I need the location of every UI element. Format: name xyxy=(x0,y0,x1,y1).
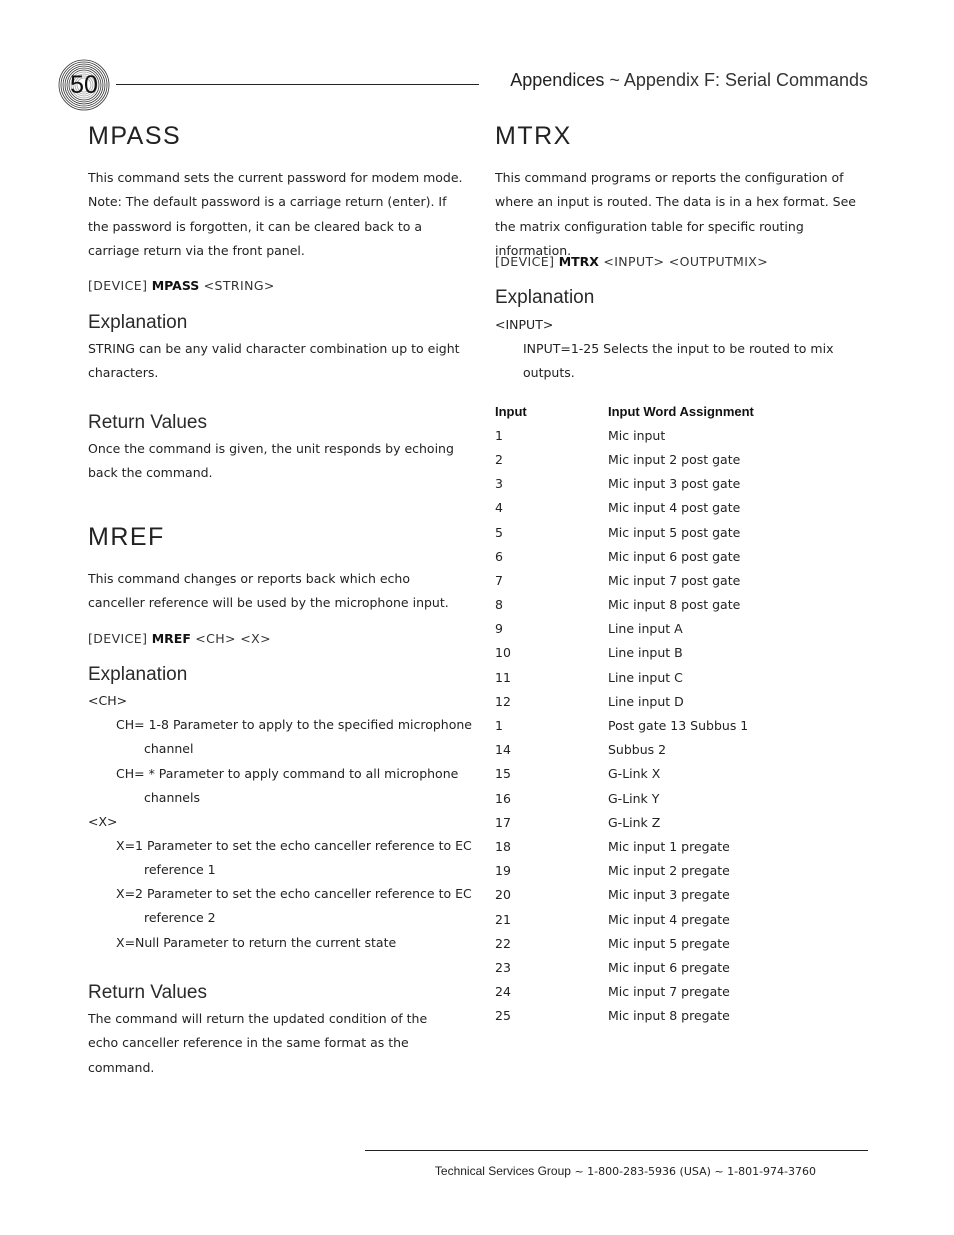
command-args: <INPUT> <OUTPUTMIX> xyxy=(598,254,769,269)
table-cell-assignment: Line input A xyxy=(608,621,683,637)
table-cell-input: 9 xyxy=(495,621,503,637)
table-row xyxy=(495,568,868,592)
table-row xyxy=(495,762,868,786)
mpass-return-heading: Return Values xyxy=(88,412,207,433)
table-row xyxy=(495,786,868,810)
table-cell-input: 2 xyxy=(495,451,503,467)
table-cell-assignment: Mic input 7 post gate xyxy=(608,572,741,588)
table-cell-input: 20 xyxy=(495,887,511,903)
table-row xyxy=(495,738,868,762)
table-row xyxy=(495,665,868,689)
page-number-badge xyxy=(58,59,110,111)
table-cell-input: 5 xyxy=(495,524,503,540)
table-cell-input: 24 xyxy=(495,984,511,1000)
header-rule xyxy=(116,84,479,85)
footer-org: Technical Services Group xyxy=(434,1164,571,1178)
mref-param-ch: <CH> xyxy=(88,693,128,708)
table-cell-input: 7 xyxy=(495,572,503,588)
input-assignment-table xyxy=(495,399,868,1028)
table-cell-assignment: Mic input 3 pregate xyxy=(608,887,730,903)
mref-param-x: <X> xyxy=(88,814,118,829)
table-cell-assignment: Mic input 4 pregate xyxy=(608,911,730,927)
table-cell-assignment: Subbus 2 xyxy=(608,742,667,758)
table-row xyxy=(495,593,868,617)
table-cell-input: 25 xyxy=(495,1008,511,1024)
table-cell-input: 1 xyxy=(495,718,503,734)
page-number: 50 xyxy=(70,70,98,99)
table-cell-input: 16 xyxy=(495,790,511,806)
table-cell-assignment: Mic input 8 pregate xyxy=(608,1008,730,1024)
table-row xyxy=(495,713,868,737)
mtrx-explanation-heading: Explanation xyxy=(495,287,595,308)
table-cell-assignment: Line input C xyxy=(608,669,683,685)
mtrx-title: MTRX xyxy=(495,122,572,150)
table-cell-assignment: Mic input 5 pregate xyxy=(608,935,730,951)
table-cell-assignment: Mic input 2 pregate xyxy=(608,863,730,879)
table-cell-assignment: G-Link Z xyxy=(608,814,661,830)
mtrx-command-syntax xyxy=(495,254,768,269)
table-row xyxy=(495,447,868,471)
table-header-row xyxy=(495,399,868,423)
table-header-input: Input xyxy=(495,403,527,419)
table-cell-assignment: Mic input 2 post gate xyxy=(608,451,741,467)
table-cell-assignment: Mic input 7 pregate xyxy=(608,984,730,1000)
table-row xyxy=(495,931,868,955)
table-cell-assignment: Mic input 1 pregate xyxy=(608,838,730,854)
footer-rule xyxy=(365,1150,868,1151)
header-section: Appendices xyxy=(510,70,605,90)
command-keyword: MTRX xyxy=(558,254,599,269)
table-cell-assignment: Mic input 8 post gate xyxy=(608,597,741,613)
mpass-explanation-heading: Explanation xyxy=(88,312,188,333)
running-header xyxy=(482,70,868,91)
table-cell-input: 14 xyxy=(495,742,511,758)
table-cell-input: 6 xyxy=(495,548,503,564)
table-body xyxy=(495,423,868,1028)
table-row xyxy=(495,544,868,568)
command-prefix: [DEVICE] xyxy=(88,278,152,293)
table-cell-assignment: Mic input xyxy=(608,427,666,443)
mpass-return-text: Once the command is given, the unit responds by echoing back the command. xyxy=(88,441,454,481)
table-cell-input: 8 xyxy=(495,597,503,613)
mref-ch-item: CH= 1-8 Parameter to apply to the specified microphone channel xyxy=(116,717,472,757)
table-cell-input: 22 xyxy=(495,935,511,951)
header-separator: ~ xyxy=(609,70,620,90)
mref-x-item: X=1 Parameter to set the echo canceller reference to EC reference 1 xyxy=(116,838,472,878)
mpass-title: MPASS xyxy=(88,122,182,150)
table-cell-input: 4 xyxy=(495,500,503,516)
table-cell-input: 10 xyxy=(495,645,511,661)
table-row xyxy=(495,810,868,834)
table-cell-input: 1 xyxy=(495,427,503,443)
mtrx-param-input: <INPUT> xyxy=(495,317,554,332)
table-cell-input: 19 xyxy=(495,863,511,879)
mtrx-input-item: INPUT=1-25 Selects the input to be routed to mix outputs. xyxy=(523,341,834,381)
table-cell-input: 12 xyxy=(495,693,511,709)
table-row xyxy=(495,689,868,713)
table-cell-assignment: Mic input 6 post gate xyxy=(608,548,741,564)
table-header-assignment: Input Word Assignment xyxy=(608,403,754,419)
command-args: <CH> <X> xyxy=(190,631,272,646)
header-subsection: Appendix F: Serial Commands xyxy=(623,70,868,90)
mpass-explanation-text: STRING can be any valid character combination up to eight characters. xyxy=(88,341,460,381)
table-row xyxy=(495,1004,868,1028)
table-row xyxy=(495,834,868,858)
table-row xyxy=(495,641,868,665)
table-row xyxy=(495,980,868,1004)
command-args: <STRING> xyxy=(199,278,275,293)
mref-title: MREF xyxy=(88,523,165,551)
mref-description: This command changes or reports back which echo canceller reference will be used by the microphone input. xyxy=(88,571,449,611)
table-cell-assignment: Mic input 4 post gate xyxy=(608,500,741,516)
mref-return-text: The command will return the updated condition of the echo canceller reference in the same format as the command. xyxy=(88,1011,428,1075)
table-row xyxy=(495,883,868,907)
table-cell-input: 23 xyxy=(495,959,511,975)
table-cell-input: 21 xyxy=(495,911,511,927)
table-row xyxy=(495,496,868,520)
table-cell-assignment: G-Link X xyxy=(608,766,661,782)
table-row xyxy=(495,617,868,641)
footer xyxy=(365,1164,816,1178)
mref-return-heading: Return Values xyxy=(88,982,207,1003)
table-row xyxy=(495,859,868,883)
table-cell-assignment: Mic input 5 post gate xyxy=(608,524,741,540)
mref-x-item: X=Null Parameter to return the current state xyxy=(116,935,397,950)
command-prefix: [DEVICE] xyxy=(495,254,559,269)
table-row xyxy=(495,520,868,544)
table-row xyxy=(495,472,868,496)
command-keyword: MPASS xyxy=(151,278,200,293)
table-cell-assignment: G-Link Y xyxy=(608,790,660,806)
table-cell-assignment: Line input D xyxy=(608,693,684,709)
footer-contact: ~ 1-800-283-5936 (USA) ~ 1-801-974-3760 xyxy=(570,1165,816,1178)
command-prefix: [DEVICE] xyxy=(88,631,152,646)
mref-x-item: X=2 Parameter to set the echo canceller reference to EC reference 2 xyxy=(116,886,472,926)
table-cell-input: 18 xyxy=(495,838,511,854)
table-cell-assignment: Post gate 13 Subbus 1 xyxy=(608,718,749,734)
table-cell-input: 11 xyxy=(495,669,511,685)
command-keyword: MREF xyxy=(151,631,191,646)
mpass-command-syntax xyxy=(88,278,275,293)
table-cell-input: 3 xyxy=(495,476,503,492)
table-row xyxy=(495,907,868,931)
mref-explanation-heading: Explanation xyxy=(88,664,188,685)
table-cell-assignment: Mic input 6 pregate xyxy=(608,959,730,975)
table-row xyxy=(495,423,868,447)
mpass-description: This command sets the current password for modem mode. Note: The default password is a carriage return (enter). If the password is forgotten, it can be cleared back to a carriage return via the front panel. xyxy=(88,170,463,258)
mref-ch-item: CH= * Parameter to apply command to all microphone channels xyxy=(116,766,459,806)
table-row xyxy=(495,955,868,979)
table-cell-assignment: Line input B xyxy=(608,645,683,661)
table-cell-assignment: Mic input 3 post gate xyxy=(608,476,741,492)
table-cell-input: 15 xyxy=(495,766,511,782)
mtrx-description: This command programs or reports the configuration of where an input is routed. The data is in a hex format. See the matrix configuration table for specific routing information. xyxy=(495,170,856,258)
mref-command-syntax xyxy=(88,631,271,646)
table-cell-input: 17 xyxy=(495,814,511,830)
